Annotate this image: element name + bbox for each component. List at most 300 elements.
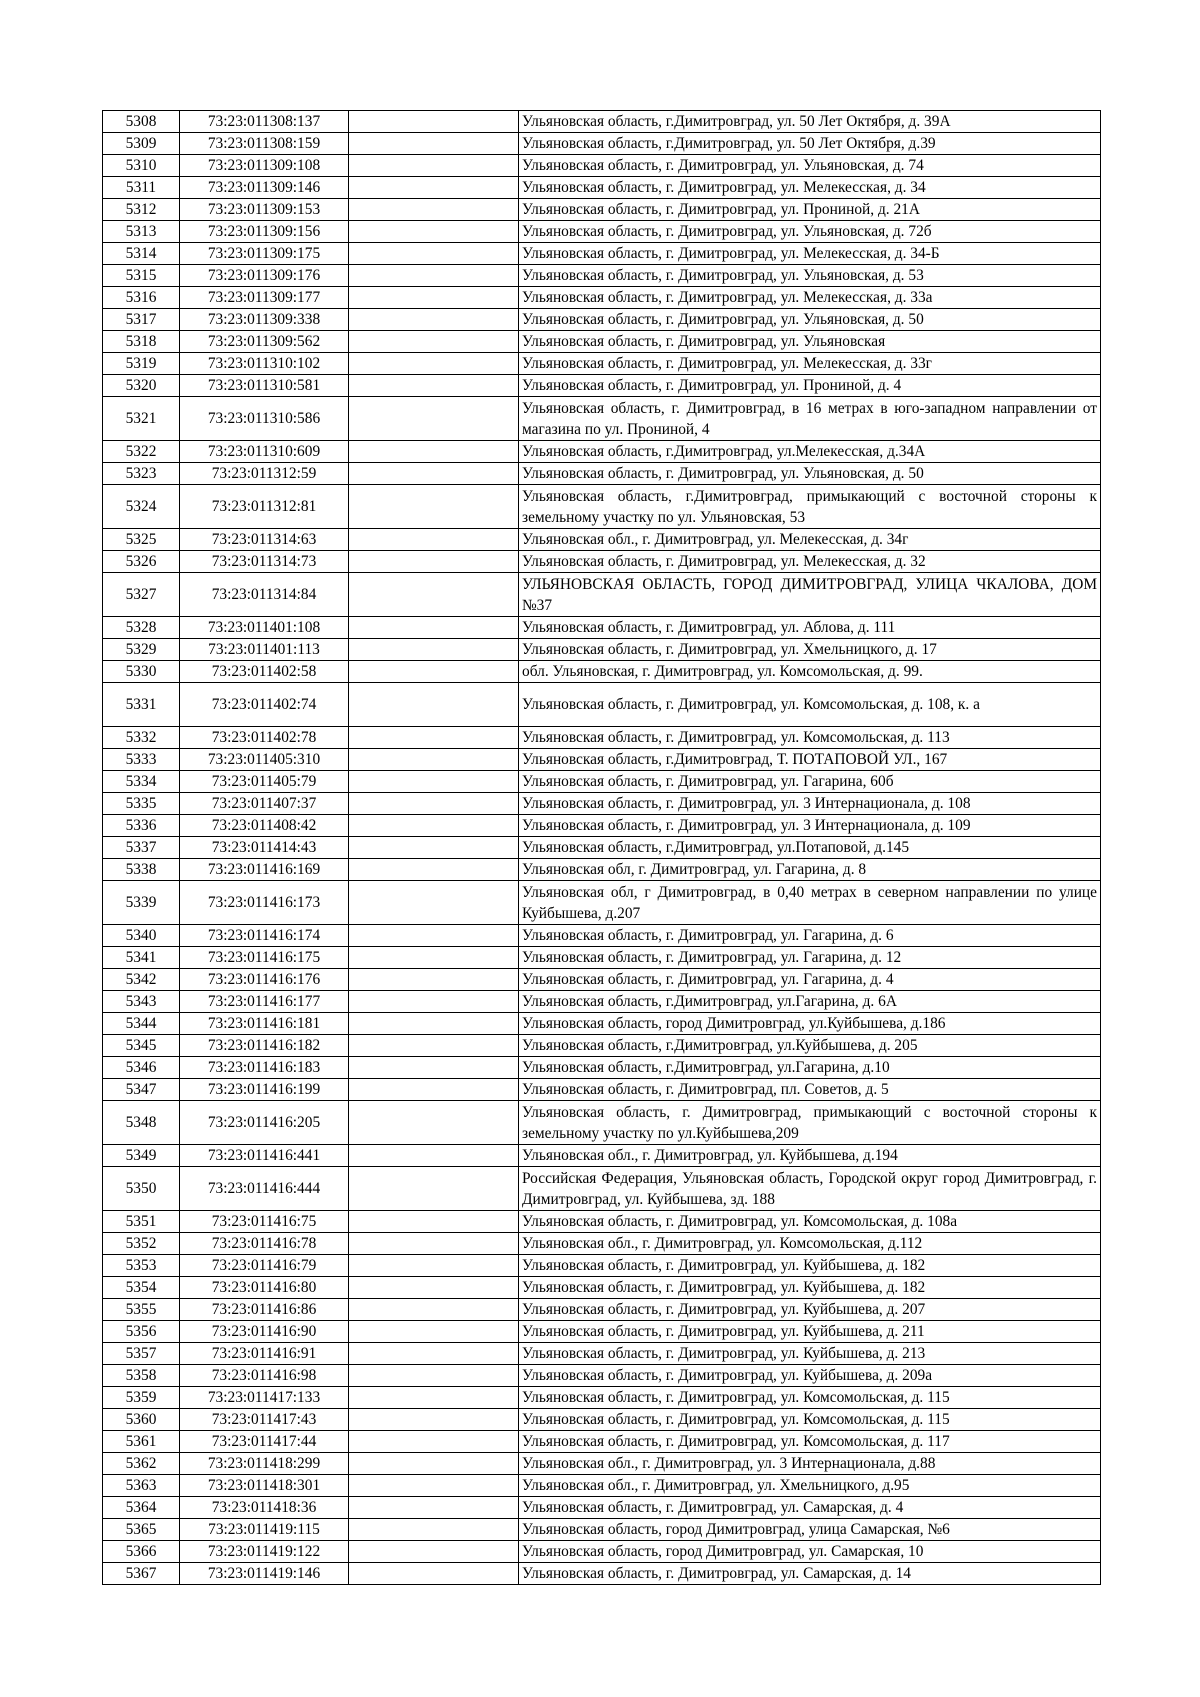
table-row <box>103 859 1101 881</box>
cadastral-number-cell: 73:23:011416:80 <box>180 1277 349 1299</box>
empty-cell <box>349 683 519 727</box>
row-number-cell: 5328 <box>103 617 180 639</box>
cadastral-number-cell: 73:23:011405:310 <box>180 749 349 771</box>
table-row <box>103 353 1101 375</box>
land-plots-table <box>102 110 1101 1585</box>
row-number-cell: 5367 <box>103 1563 180 1585</box>
table-row <box>103 1321 1101 1343</box>
table-row <box>103 1035 1101 1057</box>
address-cell: Ульяновская область, г. Димитровград, ул. Аблова, д. 111 <box>519 617 1101 639</box>
table-row <box>103 1387 1101 1409</box>
empty-cell <box>349 1299 519 1321</box>
cadastral-number-cell: 73:23:011401:108 <box>180 617 349 639</box>
cadastral-number-cell: 73:23:011309:153 <box>180 199 349 221</box>
table-row <box>103 661 1101 683</box>
address-cell: Ульяновская область, г. Димитровград, пл. Советов, д. 5 <box>519 1079 1101 1101</box>
table-row <box>103 1255 1101 1277</box>
empty-cell <box>349 617 519 639</box>
address-cell: Ульяновская область, г. Димитровград, ул. Комсомольская, д. 113 <box>519 727 1101 749</box>
address-cell: Ульяновская область, г. Димитровград, ул. Прониной, д. 4 <box>519 375 1101 397</box>
empty-cell <box>349 375 519 397</box>
empty-cell <box>349 177 519 199</box>
empty-cell <box>349 793 519 815</box>
table-row <box>103 683 1101 727</box>
cadastral-number-cell: 73:23:011414:43 <box>180 837 349 859</box>
row-number-cell: 5366 <box>103 1541 180 1563</box>
table-row <box>103 441 1101 463</box>
address-cell: Ульяновская обл., г. Димитровград, ул. Мелекесская, д. 34г <box>519 529 1101 551</box>
cadastral-number-cell: 73:23:011416:86 <box>180 1299 349 1321</box>
empty-cell <box>349 287 519 309</box>
table-row <box>103 771 1101 793</box>
empty-cell <box>349 837 519 859</box>
table-row <box>103 177 1101 199</box>
cadastral-number-cell: 73:23:011402:74 <box>180 683 349 727</box>
address-cell: Ульяновская область, г. Димитровград, ул. Самарская, д. 4 <box>519 1497 1101 1519</box>
empty-cell <box>349 1519 519 1541</box>
address-cell: обл. Ульяновская, г. Димитровград, ул. Комсомольская, д. 99. <box>519 661 1101 683</box>
cadastral-number-cell: 73:23:011309:177 <box>180 287 349 309</box>
empty-cell <box>349 1387 519 1409</box>
cadastral-number-cell: 73:23:011405:79 <box>180 771 349 793</box>
empty-cell <box>349 925 519 947</box>
empty-cell <box>349 1233 519 1255</box>
cadastral-number-cell: 73:23:011416:175 <box>180 947 349 969</box>
address-cell: Ульяновская область, г. Димитровград, ул. Мелекесская, д. 34 <box>519 177 1101 199</box>
address-cell: Ульяновская область, город Димитровград, ул. Самарская, 10 <box>519 1541 1101 1563</box>
address-cell: Ульяновская область, г.Димитровград, ул.Гагарина, д. 6А <box>519 991 1101 1013</box>
empty-cell <box>349 1497 519 1519</box>
cadastral-number-cell: 73:23:011312:59 <box>180 463 349 485</box>
address-cell: Ульяновская область, г. Димитровград, ул. Комсомольская, д. 108а <box>519 1211 1101 1233</box>
table-row <box>103 1145 1101 1167</box>
cadastral-number-cell: 73:23:011310:609 <box>180 441 349 463</box>
empty-cell <box>349 573 519 617</box>
empty-cell <box>349 265 519 287</box>
cadastral-number-cell: 73:23:011416:182 <box>180 1035 349 1057</box>
address-cell: Ульяновская область, г. Димитровград, ул. Куйбышева, д. 207 <box>519 1299 1101 1321</box>
address-cell: Ульяновская область, г. Димитровград, ул. Куйбышева, д. 182 <box>519 1255 1101 1277</box>
row-number-cell: 5332 <box>103 727 180 749</box>
row-number-cell: 5338 <box>103 859 180 881</box>
empty-cell <box>349 397 519 441</box>
row-number-cell: 5314 <box>103 243 180 265</box>
table-row <box>103 925 1101 947</box>
empty-cell <box>349 1475 519 1497</box>
table-row <box>103 815 1101 837</box>
cadastral-number-cell: 73:23:011418:301 <box>180 1475 349 1497</box>
address-cell: Ульяновская область, г. Димитровград, ул. Мелекесская, д. 33г <box>519 353 1101 375</box>
address-cell: Ульяновская область, г. Димитровград, ул. 3 Интернационала, д. 109 <box>519 815 1101 837</box>
cadastral-number-cell: 73:23:011314:73 <box>180 551 349 573</box>
table-row <box>103 639 1101 661</box>
address-cell: Ульяновская область, г. Димитровград, ул. Куйбышева, д. 211 <box>519 1321 1101 1343</box>
address-cell: Ульяновская область, г. Димитровград, ул. Комсомольская, д. 117 <box>519 1431 1101 1453</box>
row-number-cell: 5340 <box>103 925 180 947</box>
address-cell: Ульяновская область, г. Димитровград, ул. Куйбышева, д. 213 <box>519 1343 1101 1365</box>
empty-cell <box>349 1453 519 1475</box>
table-row <box>103 1299 1101 1321</box>
table-row <box>103 793 1101 815</box>
row-number-cell: 5363 <box>103 1475 180 1497</box>
cadastral-number-cell: 73:23:011310:102 <box>180 353 349 375</box>
row-number-cell: 5359 <box>103 1387 180 1409</box>
row-number-cell: 5343 <box>103 991 180 1013</box>
address-cell: Ульяновская область, г. Димитровград, ул. Ульяновская <box>519 331 1101 353</box>
table-row <box>103 155 1101 177</box>
row-number-cell: 5355 <box>103 1299 180 1321</box>
row-number-cell: 5308 <box>103 111 180 133</box>
empty-cell <box>349 199 519 221</box>
cadastral-number-cell: 73:23:011419:146 <box>180 1563 349 1585</box>
row-number-cell: 5310 <box>103 155 180 177</box>
cadastral-number-cell: 73:23:011416:90 <box>180 1321 349 1343</box>
cadastral-number-cell: 73:23:011416:98 <box>180 1365 349 1387</box>
cadastral-number-cell: 73:23:011310:581 <box>180 375 349 397</box>
address-cell: Ульяновская область, г. Димитровград, ул. Ульяновская, д. 50 <box>519 463 1101 485</box>
address-cell: Ульяновская область, г. Димитровград, ул. Ульяновская, д. 74 <box>519 155 1101 177</box>
row-number-cell: 5319 <box>103 353 180 375</box>
address-cell: Ульяновская область, г.Димитровград, ул.Потаповой, д.145 <box>519 837 1101 859</box>
table-row <box>103 991 1101 1013</box>
empty-cell <box>349 133 519 155</box>
cadastral-number-cell: 73:23:011416:181 <box>180 1013 349 1035</box>
address-cell: Ульяновская область, город Димитровград, улица Самарская, №6 <box>519 1519 1101 1541</box>
cadastral-number-cell: 73:23:011310:586 <box>180 397 349 441</box>
row-number-cell: 5335 <box>103 793 180 815</box>
cadastral-number-cell: 73:23:011314:84 <box>180 573 349 617</box>
address-cell: Ульяновская область, г. Димитровград, ул. Хмельницкого, д. 17 <box>519 639 1101 661</box>
row-number-cell: 5356 <box>103 1321 180 1343</box>
empty-cell <box>349 969 519 991</box>
cadastral-number-cell: 73:23:011309:156 <box>180 221 349 243</box>
cadastral-number-cell: 73:23:011314:63 <box>180 529 349 551</box>
cadastral-number-cell: 73:23:011416:176 <box>180 969 349 991</box>
row-number-cell: 5327 <box>103 573 180 617</box>
cadastral-number-cell: 73:23:011416:78 <box>180 1233 349 1255</box>
table-row <box>103 573 1101 617</box>
row-number-cell: 5323 <box>103 463 180 485</box>
address-cell: Ульяновская область, г.Димитровград, ул. 50 Лет Октября, д. 39А <box>519 111 1101 133</box>
table-row <box>103 331 1101 353</box>
cadastral-number-cell: 73:23:011309:108 <box>180 155 349 177</box>
row-number-cell: 5322 <box>103 441 180 463</box>
address-cell: Ульяновская область, г. Димитровград, примыкающий с восточной стороны к земельному участку по ул.Куйбышева,209 <box>519 1101 1101 1145</box>
address-cell: Ульяновская обл., г. Димитровград, ул. Хмельницкого, д.95 <box>519 1475 1101 1497</box>
table-row <box>103 1541 1101 1563</box>
row-number-cell: 5312 <box>103 199 180 221</box>
table-row <box>103 1519 1101 1541</box>
empty-cell <box>349 353 519 375</box>
cadastral-number-cell: 73:23:011309:562 <box>180 331 349 353</box>
address-cell: Ульяновская обл, г Димитровград, в 0,40 метрах в северном направлении по улице Куйбышева, д.207 <box>519 881 1101 925</box>
cadastral-number-cell: 73:23:011401:113 <box>180 639 349 661</box>
cadastral-number-cell: 73:23:011312:81 <box>180 485 349 529</box>
cadastral-number-cell: 73:23:011402:58 <box>180 661 349 683</box>
row-number-cell: 5331 <box>103 683 180 727</box>
row-number-cell: 5353 <box>103 1255 180 1277</box>
address-cell: Ульяновская область, г. Димитровград, в 16 метрах в юго-западном направлении от магазина по ул. Прониной, 4 <box>519 397 1101 441</box>
empty-cell <box>349 771 519 793</box>
table-row <box>103 947 1101 969</box>
table-row <box>103 1453 1101 1475</box>
row-number-cell: 5325 <box>103 529 180 551</box>
address-cell: Ульяновская обл, г. Димитровград, ул. Гагарина, д. 8 <box>519 859 1101 881</box>
address-cell: Ульяновская область, г. Димитровград, ул. Ульяновская, д. 50 <box>519 309 1101 331</box>
empty-cell <box>349 947 519 969</box>
cadastral-number-cell: 73:23:011309:176 <box>180 265 349 287</box>
address-cell: Ульяновская область, г. Димитровград, ул. Гагарина, 60б <box>519 771 1101 793</box>
empty-cell <box>349 331 519 353</box>
cadastral-number-cell: 73:23:011416:444 <box>180 1167 349 1211</box>
address-cell: Ульяновская область, г. Димитровград, ул. Самарская, д. 14 <box>519 1563 1101 1585</box>
address-cell: Ульяновская область, г. Димитровград, ул. 3 Интернационала, д. 108 <box>519 793 1101 815</box>
row-number-cell: 5316 <box>103 287 180 309</box>
address-cell: Ульяновская область, город Димитровград, ул.Куйбышева, д.186 <box>519 1013 1101 1035</box>
row-number-cell: 5357 <box>103 1343 180 1365</box>
empty-cell <box>349 749 519 771</box>
empty-cell <box>349 1079 519 1101</box>
cadastral-number-cell: 73:23:011418:36 <box>180 1497 349 1519</box>
row-number-cell: 5311 <box>103 177 180 199</box>
table-row <box>103 1013 1101 1035</box>
row-number-cell: 5317 <box>103 309 180 331</box>
cadastral-number-cell: 73:23:011407:37 <box>180 793 349 815</box>
address-cell: Ульяновская область, г.Димитровград, ул. 50 Лет Октября, д.39 <box>519 133 1101 155</box>
row-number-cell: 5342 <box>103 969 180 991</box>
row-number-cell: 5309 <box>103 133 180 155</box>
row-number-cell: 5321 <box>103 397 180 441</box>
empty-cell <box>349 1101 519 1145</box>
row-number-cell: 5351 <box>103 1211 180 1233</box>
empty-cell <box>349 859 519 881</box>
cadastral-number-cell: 73:23:011416:177 <box>180 991 349 1013</box>
empty-cell <box>349 727 519 749</box>
address-cell: Ульяновская область, г. Димитровград, ул. Гагарина, д. 12 <box>519 947 1101 969</box>
table-row <box>103 243 1101 265</box>
address-cell: Ульяновская область, г. Димитровград, ул. Комсомольская, д. 115 <box>519 1409 1101 1431</box>
table-row <box>103 551 1101 573</box>
row-number-cell: 5362 <box>103 1453 180 1475</box>
empty-cell <box>349 1541 519 1563</box>
table-row <box>103 1431 1101 1453</box>
table-row <box>103 969 1101 991</box>
row-number-cell: 5318 <box>103 331 180 353</box>
row-number-cell: 5349 <box>103 1145 180 1167</box>
row-number-cell: 5346 <box>103 1057 180 1079</box>
row-number-cell: 5341 <box>103 947 180 969</box>
address-cell: Ульяновская область, г. Димитровград, ул. Мелекесская, д. 34-Б <box>519 243 1101 265</box>
cadastral-number-cell: 73:23:011417:133 <box>180 1387 349 1409</box>
address-cell: Ульяновская область, г.Димитровград, ул.Гагарина, д.10 <box>519 1057 1101 1079</box>
empty-cell <box>349 639 519 661</box>
empty-cell <box>349 1057 519 1079</box>
row-number-cell: 5315 <box>103 265 180 287</box>
cadastral-number-cell: 73:23:011417:44 <box>180 1431 349 1453</box>
row-number-cell: 5358 <box>103 1365 180 1387</box>
cadastral-number-cell: 73:23:011416:91 <box>180 1343 349 1365</box>
cadastral-number-cell: 73:23:011418:299 <box>180 1453 349 1475</box>
table-row <box>103 1211 1101 1233</box>
row-number-cell: 5320 <box>103 375 180 397</box>
table-row <box>103 463 1101 485</box>
address-cell: Ульяновская обл., г. Димитровград, ул. 3 Интернационала, д.88 <box>519 1453 1101 1475</box>
table-row <box>103 617 1101 639</box>
row-number-cell: 5350 <box>103 1167 180 1211</box>
row-number-cell: 5361 <box>103 1431 180 1453</box>
cadastral-number-cell: 73:23:011417:43 <box>180 1409 349 1431</box>
address-cell: Ульяновская обл., г. Димитровград, ул. Комсомольская, д.112 <box>519 1233 1101 1255</box>
table-row <box>103 265 1101 287</box>
table-row <box>103 111 1101 133</box>
table-row <box>103 1343 1101 1365</box>
row-number-cell: 5352 <box>103 1233 180 1255</box>
row-number-cell: 5336 <box>103 815 180 837</box>
address-cell: Ульяновская область, г. Димитровград, ул. Куйбышева, д. 182 <box>519 1277 1101 1299</box>
address-cell: Ульяновская область, г. Димитровград, ул. Комсомольская, д. 108, к. а <box>519 683 1101 727</box>
table-row <box>103 529 1101 551</box>
address-cell: Ульяновская область, г.Димитровград, Т. ПОТАПОВОЙ УЛ., 167 <box>519 749 1101 771</box>
empty-cell <box>349 1255 519 1277</box>
table-row <box>103 1409 1101 1431</box>
table-row <box>103 727 1101 749</box>
table-row <box>103 133 1101 155</box>
row-number-cell: 5337 <box>103 837 180 859</box>
table-row <box>103 881 1101 925</box>
address-cell: Ульяновская область, г. Димитровград, ул. Мелекесская, д. 32 <box>519 551 1101 573</box>
address-cell: Ульяновская область, г. Димитровград, ул. Ульяновская, д. 53 <box>519 265 1101 287</box>
table-row <box>103 749 1101 771</box>
empty-cell <box>349 1211 519 1233</box>
empty-cell <box>349 1167 519 1211</box>
address-cell: Ульяновская область, г. Димитровград, ул. Мелекесская, д. 33а <box>519 287 1101 309</box>
table-row <box>103 309 1101 331</box>
table-body <box>103 111 1101 1585</box>
table-row <box>103 1365 1101 1387</box>
empty-cell <box>349 881 519 925</box>
table-row <box>103 485 1101 529</box>
address-cell: Ульяновская обл., г. Димитровград, ул. Куйбышева, д.194 <box>519 1145 1101 1167</box>
table-row <box>103 1233 1101 1255</box>
empty-cell <box>349 243 519 265</box>
row-number-cell: 5339 <box>103 881 180 925</box>
cadastral-number-cell: 73:23:011416:199 <box>180 1079 349 1101</box>
empty-cell <box>349 991 519 1013</box>
table-row <box>103 221 1101 243</box>
empty-cell <box>349 1365 519 1387</box>
table-row <box>103 1167 1101 1211</box>
table-row <box>103 1057 1101 1079</box>
table-row <box>103 287 1101 309</box>
empty-cell <box>349 1035 519 1057</box>
cadastral-number-cell: 73:23:011416:441 <box>180 1145 349 1167</box>
row-number-cell: 5345 <box>103 1035 180 1057</box>
cadastral-number-cell: 73:23:011416:169 <box>180 859 349 881</box>
address-cell: УЛЬЯНОВСКАЯ ОБЛАСТЬ, ГОРОД ДИМИТРОВГРАД, УЛИЦА ЧКАЛОВА, ДОМ №37 <box>519 573 1101 617</box>
cadastral-number-cell: 73:23:011419:115 <box>180 1519 349 1541</box>
empty-cell <box>349 1409 519 1431</box>
cadastral-number-cell: 73:23:011402:78 <box>180 727 349 749</box>
address-cell: Ульяновская область, г. Димитровград, ул. Куйбышева, д. 209а <box>519 1365 1101 1387</box>
table-row <box>103 1277 1101 1299</box>
empty-cell <box>349 221 519 243</box>
empty-cell <box>349 309 519 331</box>
row-number-cell: 5333 <box>103 749 180 771</box>
cadastral-number-cell: 73:23:011416:173 <box>180 881 349 925</box>
cadastral-number-cell: 73:23:011416:75 <box>180 1211 349 1233</box>
address-cell: Ульяновская область, г. Димитровград, ул. Гагарина, д. 6 <box>519 925 1101 947</box>
table-row <box>103 1079 1101 1101</box>
address-cell: Ульяновская область, г. Димитровград, ул. Гагарина, д. 4 <box>519 969 1101 991</box>
table-row <box>103 837 1101 859</box>
empty-cell <box>349 441 519 463</box>
row-number-cell: 5324 <box>103 485 180 529</box>
address-cell: Ульяновская область, г. Димитровград, ул. Прониной, д. 21А <box>519 199 1101 221</box>
row-number-cell: 5364 <box>103 1497 180 1519</box>
row-number-cell: 5348 <box>103 1101 180 1145</box>
cadastral-number-cell: 73:23:011309:146 <box>180 177 349 199</box>
cadastral-number-cell: 73:23:011416:205 <box>180 1101 349 1145</box>
empty-cell <box>349 1145 519 1167</box>
cadastral-number-cell: 73:23:011309:338 <box>180 309 349 331</box>
address-cell: Ульяновская область, г.Димитровград, ул.Мелекесская, д.34А <box>519 441 1101 463</box>
row-number-cell: 5344 <box>103 1013 180 1035</box>
row-number-cell: 5334 <box>103 771 180 793</box>
address-cell: Ульяновская область, г. Димитровград, ул. Ульяновская, д. 72б <box>519 221 1101 243</box>
empty-cell <box>349 155 519 177</box>
address-cell: Ульяновская область, г.Димитровград, примыкающий с восточной стороны к земельному участку по ул. Ульяновская, 53 <box>519 485 1101 529</box>
empty-cell <box>349 1431 519 1453</box>
cadastral-number-cell: 73:23:011308:137 <box>180 111 349 133</box>
empty-cell <box>349 463 519 485</box>
table-row <box>103 397 1101 441</box>
row-number-cell: 5329 <box>103 639 180 661</box>
address-cell: Российская Федерация, Ульяновская область, Городской округ город Димитровград, г. Димитровград, ул. Куйбышева, зд. 188 <box>519 1167 1101 1211</box>
cadastral-number-cell: 73:23:011309:175 <box>180 243 349 265</box>
empty-cell <box>349 815 519 837</box>
row-number-cell: 5330 <box>103 661 180 683</box>
row-number-cell: 5354 <box>103 1277 180 1299</box>
empty-cell <box>349 1277 519 1299</box>
table-row <box>103 1475 1101 1497</box>
table-row <box>103 375 1101 397</box>
empty-cell <box>349 551 519 573</box>
table-row <box>103 1101 1101 1145</box>
empty-cell <box>349 485 519 529</box>
address-cell: Ульяновская область, г.Димитровград, ул.Куйбышева, д. 205 <box>519 1035 1101 1057</box>
empty-cell <box>349 1321 519 1343</box>
row-number-cell: 5365 <box>103 1519 180 1541</box>
table-row <box>103 199 1101 221</box>
address-cell: Ульяновская область, г. Димитровград, ул. Комсомольская, д. 115 <box>519 1387 1101 1409</box>
table-row <box>103 1563 1101 1585</box>
row-number-cell: 5326 <box>103 551 180 573</box>
table-row <box>103 1497 1101 1519</box>
cadastral-number-cell: 73:23:011416:174 <box>180 925 349 947</box>
empty-cell <box>349 111 519 133</box>
cadastral-number-cell: 73:23:011416:183 <box>180 1057 349 1079</box>
row-number-cell: 5360 <box>103 1409 180 1431</box>
empty-cell <box>349 1343 519 1365</box>
row-number-cell: 5347 <box>103 1079 180 1101</box>
empty-cell <box>349 1013 519 1035</box>
empty-cell <box>349 1563 519 1585</box>
cadastral-number-cell: 73:23:011308:159 <box>180 133 349 155</box>
empty-cell <box>349 529 519 551</box>
cadastral-number-cell: 73:23:011408:42 <box>180 815 349 837</box>
cadastral-number-cell: 73:23:011416:79 <box>180 1255 349 1277</box>
empty-cell <box>349 661 519 683</box>
